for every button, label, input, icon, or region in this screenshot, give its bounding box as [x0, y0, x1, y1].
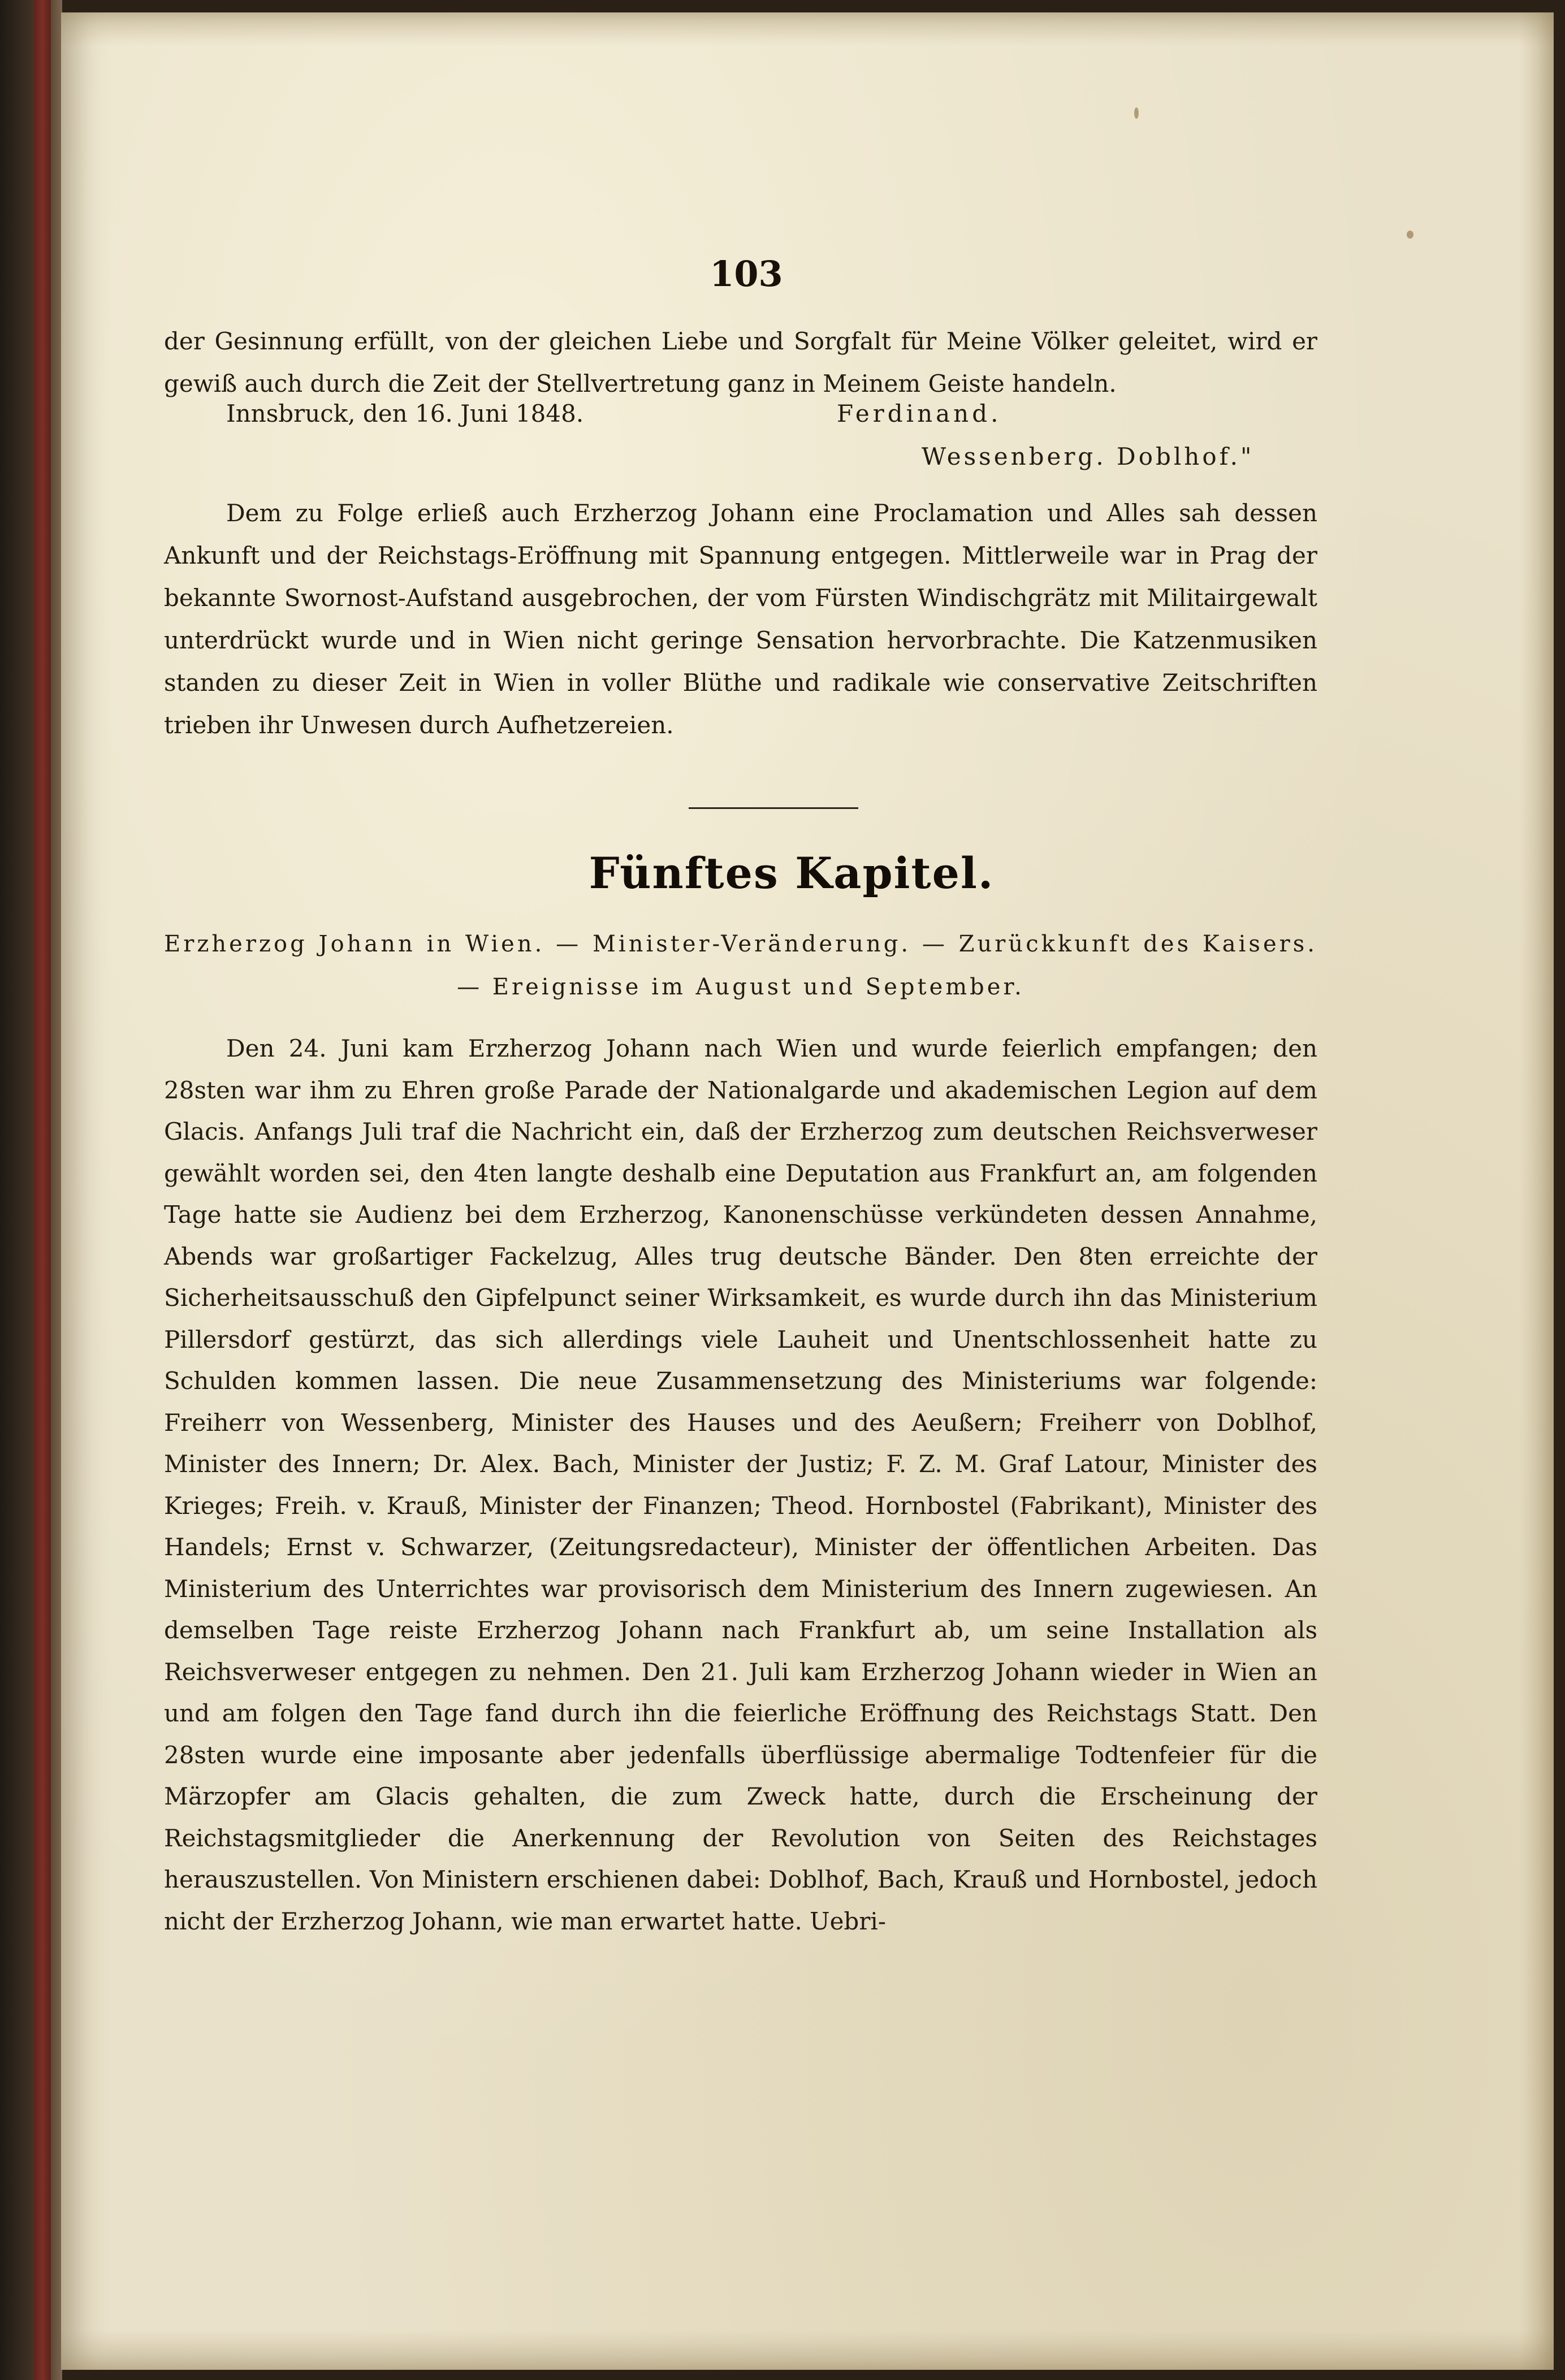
section-divider — [689, 807, 858, 809]
page-stain-right — [1520, 12, 1554, 2370]
chapter-body-paragraph: Den 24. Juni kam Erzherzog Johann nach Wien und wurde feierlich empfangen; den 28sten war ihm zu Ehren große Parade der Nationalgarde und akademischen Legion auf dem Glacis. Anfangs Juli traf die Nachricht ein, daß der Erzherzog zum deutschen Reichsverweser gewählt worden sei, den 4ten langte deshalb eine Deputation aus Frankfurt an, am folgenden Tage hatte sie Audienz bei dem Erzherzog, Kanonenschüsse verkündeten dessen Annahme, Abends war großartiger Fackelzug, Alles trug deutsche Bänder. Den 8ten erreichte der Sicherheitsausschuß den Gipfelpunct seiner Wirksamkeit, es wurde durch ihn das Ministerium Pillersdorf gestürzt, das sich allerdings viele Lauheit und Unentschlossenheit hatte zu Schulden kommen lassen. Die neue Zusammensetzung des Ministeriums war folgende: Freiherr von Wessenberg, Minister des Hauses und des Aeußern; Freiherr von Doblhof, Minister des Innern; Dr. Alex. Bach, Minister der Justiz; F. Z. M. Graf Latour, Minister des Krieges; Freih. v. Krauß, Minister der Finanzen; Theod. Hornbostel (Fabrikant), Minister des Handels; Ernst v. Schwarzer, (Zeitungsredacteur), Minister der öffentlichen Arbeiten. Das Ministerium des Unterrichtes war provisorisch dem Ministerium des Innern zugewiesen. An demselben Tage reiste Erzherzog Johann nach Frankfurt ab, um seine Installation als Reichsverweser entgegen zu nehmen. Den 21. Juli kam Erzherzog Johann wieder in Wien an und am folgen den Tage fand durch ihn die feierliche Eröffnung des Reichstags Statt. Den 28sten wurde eine imposante aber jedenfalls überflüssige abermalige Todtenfeier für die Märzopfer am Glacis gehalten, die zum Zweck hatte, durch die Erscheinung der Reichstagsmitglieder die Anerkennung der Revolution von Seiten des Reichstages herauszustellen. Von Ministern erschienen dabei: Doblhof, Bach, Krauß und Hornbostel, jedoch nicht der Erzherzog Johann, wie man erwartet hatte. Uebri- — [164, 1035, 1317, 1935]
ink-speck — [1134, 107, 1139, 119]
page-stain-bottom — [61, 2330, 1554, 2370]
chapter-summary: Erzherzog Johann in Wien. — Minister-Veränderung. — Zurückkunft des Kaisers. — Ereignisse im August und September. — [164, 931, 1317, 1000]
dateline — [226, 397, 1300, 431]
place-date: Innsbruck, den 16. Juni 1848. — [226, 400, 584, 427]
signature-ferdinand: Ferdinand. — [837, 400, 1002, 427]
page-stain-top — [61, 12, 1554, 46]
paragraph-proclamation: Dem zu Folge erließ auch Erzherzog Johann eine Proclamation und Alles sah dessen Ankunft und der Reichstags-Eröffnung mit Spannung entgegen. Mittlerweile war in Prag der bekannte Swornost-Aufstand ausgebrochen, der vom Fürsten Windischgrätz mit Militairgewalt unterdrückt wurde und in Wien nicht geringe Sensation hervorbrachte. Die Katzenmusiken standen zu dieser Zeit in Wien in voller Blüthe und radikale wie conservative Zeitschriften trieben ihr Unwesen durch Aufhetzereien. — [164, 499, 1317, 739]
top-paragraph: der Gesinnung erfüllt, von der gleichen Liebe und Sorgfalt für Meine Völker geleitet, wird er gewiß auch durch die Zeit der Stellvertretung ganz in Meinem Geiste handeln. — [164, 327, 1317, 397]
chapter-title: Fünftes Kapitel. — [589, 848, 995, 898]
co-signatures: Wessenberg. Doblhof." — [922, 443, 1255, 470]
book-binding — [0, 0, 62, 2380]
page-number: 103 — [710, 253, 783, 295]
binding-edge — [34, 0, 51, 2380]
ink-speck — [1407, 231, 1413, 239]
